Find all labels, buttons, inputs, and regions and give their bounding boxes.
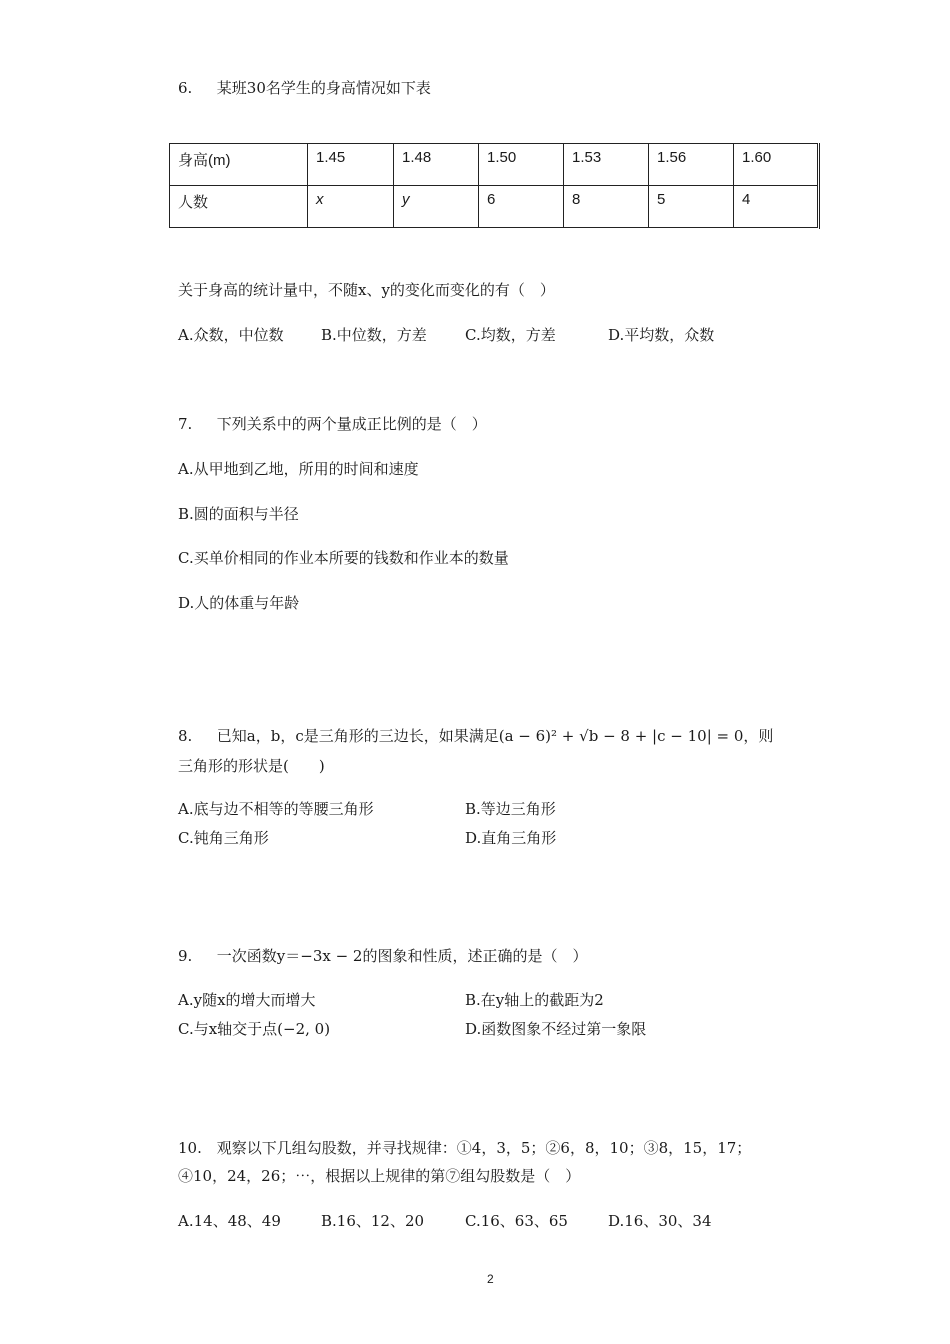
q9-stem-line [178,945,587,966]
q8-option-b: B.等边三角形 [465,800,556,818]
table-cell: 1.45 [308,144,394,186]
table-double-border [819,143,820,229]
table-cell: 1.48 [394,144,479,186]
table-cell: y [394,186,479,228]
q10-stem-2: ④10，24，26；⋯，根据以上规律的第⑦组勾股数是（ ） [178,1167,581,1185]
table-cell: 4 [734,186,818,228]
table-cell: 人数 [170,186,308,228]
page-number: 2 [487,1272,494,1286]
q7-stem: 下列关系中的两个量成正比例的是（ ） [216,415,487,433]
q8-stem-line1 [178,725,773,746]
q8-number: 8. [178,727,193,745]
table-cell: 5 [649,186,734,228]
q10-option-c: C.16、63、65 [465,1212,568,1230]
q9-option-c: C.与x轴交于点(−2, 0) [178,1020,331,1038]
q6-number: 6. [178,79,193,97]
q6-option-a: A.众数，中位数 [178,326,284,344]
table-cell: 1.56 [649,144,734,186]
q9-number: 9. [178,947,193,965]
q7-number: 7. [178,415,193,433]
q8-option-d: D.直角三角形 [465,829,557,847]
q6-option-c: C.均数，方差 [465,326,556,344]
q8-option-a: A.底与边不相等的等腰三角形 [178,800,374,818]
q10-stem-line1 [178,1137,751,1158]
q9-option-b: B.在y轴上的截距为2 [465,991,604,1009]
q8-option-c: C.钝角三角形 [178,829,269,847]
table-cell: 1.50 [479,144,564,186]
q10-option-b: B.16、12、20 [321,1212,425,1230]
q6-question: 关于身高的统计量中，不随x、y的变化而变化的有（ ） [178,281,555,299]
q7-option-d: D.人的体重与年龄 [178,594,300,612]
table-cell: 身高(m) [170,144,308,186]
q10-stem-1: 观察以下几组勾股数，并寻找规律：①4，3，5；②6，8，10；③8，15，17； [216,1139,752,1157]
q8-stem-1: 已知a，b，c是三角形的三边长，如果满足(a − 6)² + √b − 8 + |c − 10| = 0，则 [216,727,774,745]
table-cell: 6 [479,186,564,228]
q9-option-d: D.函数图象不经过第一象限 [465,1020,647,1038]
q7-stem-line [178,413,487,434]
q6-stem-line [178,77,431,98]
q8-stem-2: 三角形的形状是( ) [178,757,325,775]
table-cell: 8 [564,186,649,228]
q6-option-d: D.平均数，众数 [608,326,715,344]
q9-stem: 一次函数y＝−3x − 2的图象和性质，述正确的是（ ） [216,947,588,965]
table-cell: x [308,186,394,228]
q6-option-b: B.中位数，方差 [321,326,427,344]
q7-option-a: A.从甲地到乙地，所用的时间和速度 [178,460,419,478]
q7-option-b: B.圆的面积与半径 [178,505,299,523]
q6-height-table [169,143,818,228]
q6-stem: 某班30名学生的身高情况如下表 [216,79,431,97]
table-row [170,186,818,228]
q10-option-d: D.16、30、34 [608,1212,712,1230]
q10-option-a: A.14、48、49 [178,1212,281,1230]
table-row [170,144,818,186]
table-cell: 1.53 [564,144,649,186]
q9-option-a: A.y随x的增大而增大 [178,991,316,1009]
table-cell: 1.60 [734,144,818,186]
q10-number: 10. [178,1139,202,1157]
q7-option-c: C.买单价相同的作业本所要的钱数和作业本的数量 [178,549,509,567]
